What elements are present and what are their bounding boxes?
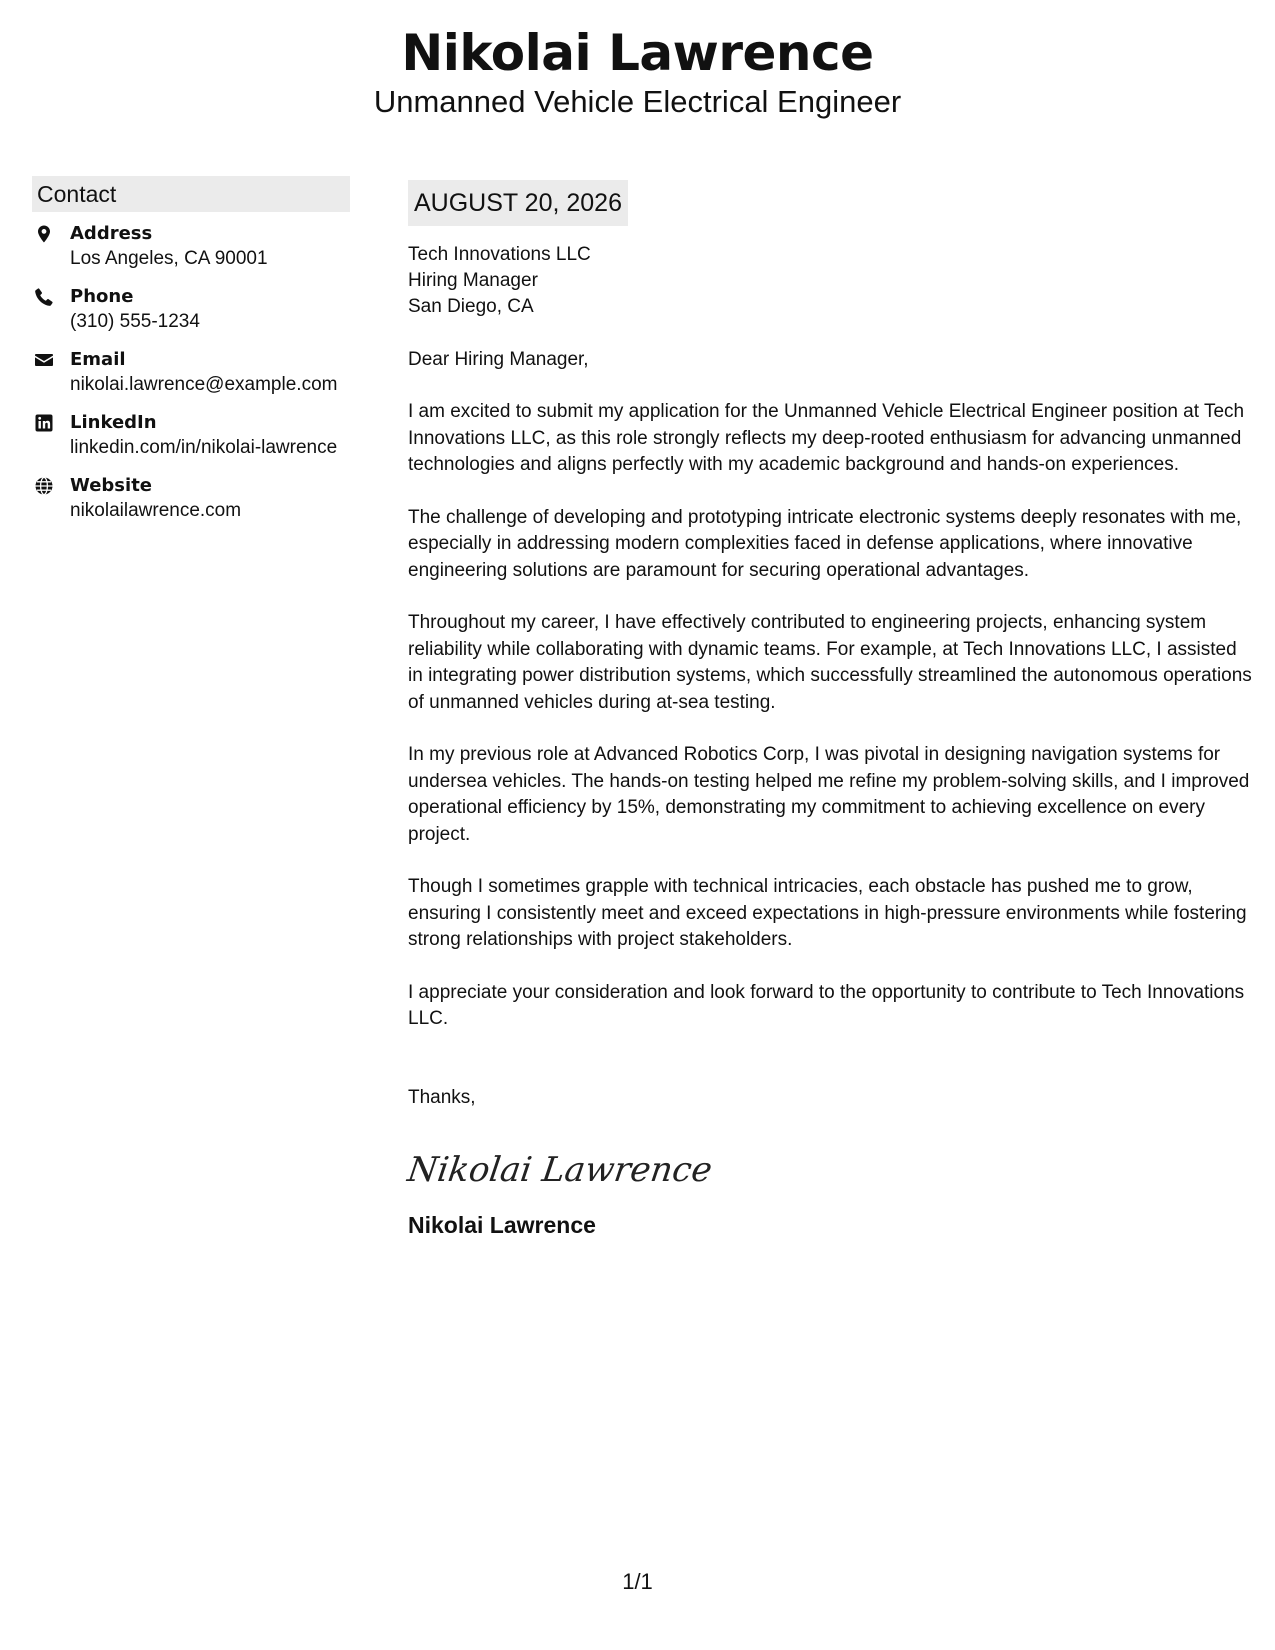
envelope-icon [34,350,54,370]
letter-date: AUGUST 20, 2026 [408,180,628,226]
contact-value: (310) 555-1234 [70,311,200,332]
page-number: 1/1 [622,1569,653,1594]
letter-paragraph: I am excited to submit my application for the Unmanned Vehicle Electrical Engineer position at Tech Innovations LLC, as this role strongly reflects my deep-rooted enthusiasm for advancing unmanned technologies and aligns perfectly with my academic background and hands-on experiences. [408,401,1245,475]
contact-address [32,222,350,285]
letter-paragraph: In my previous role at Advanced Robotics Corp, I was pivotal in designing navigation systems for undersea vehicles. The hands-on testing helped me refine my problem-solving skills, and I improved operational efficiency by 15%, demonstrating my commitment to achieving excellence on every project. [408,744,1250,845]
phone-icon [34,287,54,307]
contact-sidebar [32,176,350,537]
recipient-block [408,242,1253,320]
contact-list [32,222,350,537]
contact-phone [32,285,350,348]
letter-paragraph: Though I sometimes grapple with technical intricacies, each obstacle has pushed me to grow, ensuring I consistently meet and exceed expectations in high-pressure environments while fostering strong relationships with project stakeholders. [408,876,1247,950]
signer-name: Nikolai Lawrence [408,1211,596,1238]
signature-text: Nikolai Lawrence [405,1149,715,1190]
closing: Thanks, [408,1086,476,1108]
contact-linkedin [32,411,350,474]
contact-value: linkedin.com/in/nikolai-lawrence [70,437,338,458]
contact-email [32,348,350,411]
header [0,22,1275,120]
contact-value: nikolai.lawrence@example.com [70,374,338,395]
salutation: Dear Hiring Manager, [408,349,589,370]
contact-value: Los Angeles, CA 90001 [70,248,268,269]
contact-label: LinkedIn [70,412,157,433]
contact-label: Address [70,223,153,244]
job-title: Unmanned Vehicle Electrical Engineer [373,84,902,119]
contact-label: Website [70,475,153,496]
contact-label: Email [70,349,126,370]
linkedin-icon [34,413,54,433]
contact-heading: Contact [32,176,350,212]
contact-website [32,474,350,537]
globe-icon [34,476,54,496]
handwritten-signature [405,1141,715,1197]
contact-label: Phone [70,286,134,307]
recipient-location: San Diego, CA [408,296,534,317]
letter-paragraph: I appreciate your consideration and look forward to the opportunity to contribute to Tech Innovations LLC. [408,981,1245,1029]
letter-paragraph: The challenge of developing and prototyping intricate electronic systems deeply resonates with me, especially in addressing modern complexities faced in defense applications, where innovative engineering solutions are paramount for securing operational advantages. [408,506,1242,581]
cover-letter [405,180,1253,1239]
recipient-company: Tech Innovations LLC [408,244,591,265]
applicant-name: Nikolai Lawrence [401,24,874,82]
letter-paragraph: Throughout my career, I have effectively contributed to engineering projects, enhancing system reliability while collaborating with dynamic teams. For example, at Tech Innovations LLC, I assisted in integrating power distribution systems, which successfully streamlined the autonomous operations of unmanned vehicles during at-sea testing. [408,612,1252,713]
recipient-title: Hiring Manager [408,270,538,291]
map-pin-icon [34,224,54,244]
contact-value: nikolailawrence.com [70,500,242,521]
